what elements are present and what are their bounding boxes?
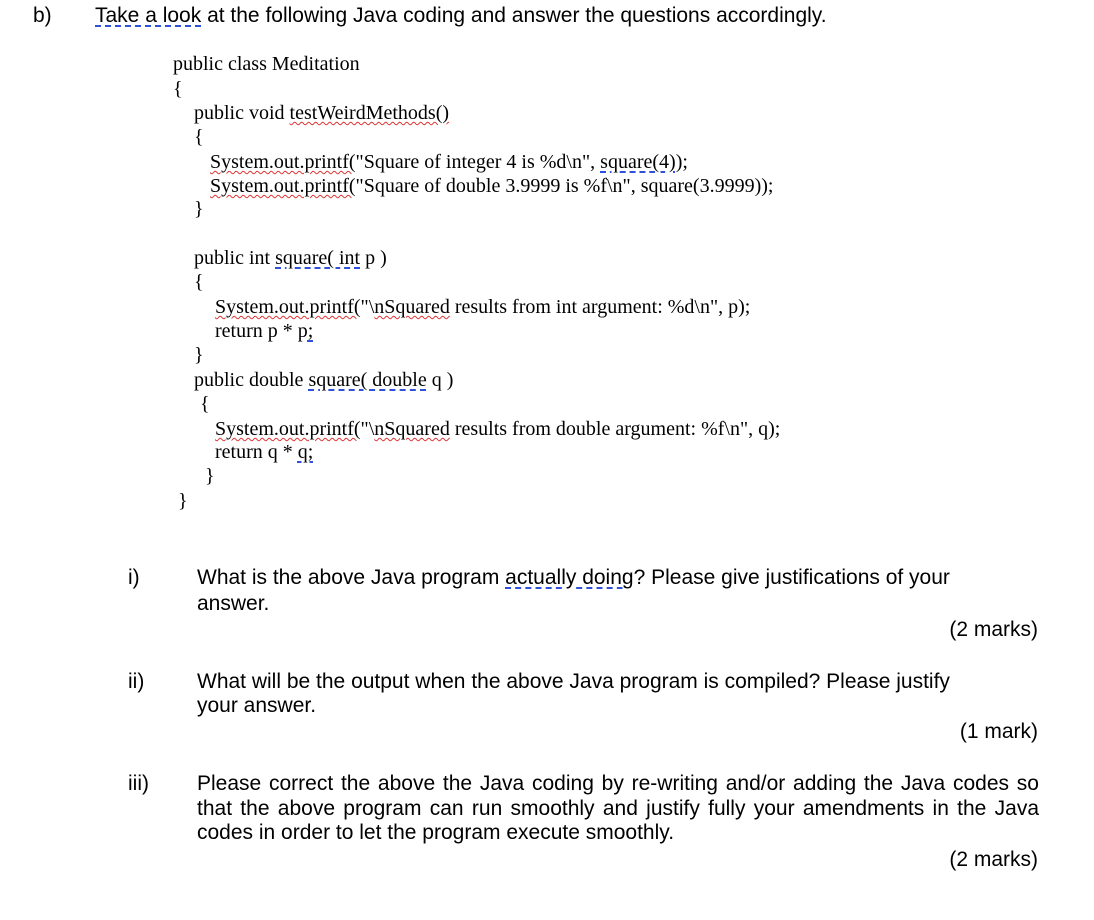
code-line-17: } (205, 465, 215, 487)
question-number: iii) (128, 772, 149, 795)
code-line-7: } (194, 198, 204, 220)
code-token: p; (297, 320, 314, 342)
question-number: i) (128, 566, 140, 589)
question-text-continued: answer. (197, 592, 270, 615)
intro-flagged-text: Take a look (95, 4, 202, 27)
code-token: public int (194, 247, 276, 269)
code-line-10 (215, 296, 750, 319)
code-line-5 (210, 151, 688, 174)
code-token: square( double (308, 369, 427, 391)
code-token: "Square of integer 4 is %d\n", (355, 151, 601, 173)
code-line-18: } (178, 490, 188, 512)
code-token: public double (194, 369, 309, 391)
code-token: square(4) (600, 151, 676, 173)
code-token: ); (675, 151, 688, 173)
code-token: return p * (215, 320, 298, 342)
code-line-4: { (194, 126, 204, 148)
code-line-12: } (194, 344, 204, 366)
code-token: results from int argument: %d\n", p); (449, 296, 751, 318)
code-line-15 (215, 418, 780, 441)
code-token: "\ (360, 296, 375, 318)
question-text-part: What is the above Java program (197, 566, 506, 589)
code-line-13 (194, 369, 453, 392)
question-text-part: ? Please give justifications of your (633, 566, 950, 589)
code-line-14: { (200, 393, 210, 415)
question-text (197, 566, 950, 590)
code-line-11 (215, 320, 313, 343)
code-token: return q * (215, 441, 298, 463)
code-token: results from double argument: %f\n", q); (449, 418, 781, 440)
marks-label: (2 marks) (949, 848, 1038, 871)
code-token: public void (194, 102, 290, 124)
code-token: nSquared (374, 296, 450, 318)
question-text: What will be the output when the above Java program is compiled? Please justify (197, 670, 950, 693)
question-intro (95, 4, 827, 28)
code-token: q ) (426, 369, 454, 391)
code-line-2: { (173, 78, 183, 100)
code-token: System.out.printf( (215, 296, 361, 318)
question-number: ii) (128, 670, 145, 693)
code-token: "Square of double 3.9999 is %f\n", square(3.9999)); (355, 175, 774, 197)
marks-label: (2 marks) (949, 618, 1038, 641)
code-token: p ) (360, 247, 387, 269)
code-line-6 (210, 175, 773, 198)
question-text-continued: your answer. (197, 694, 317, 717)
code-token: square( int (275, 247, 361, 269)
code-line-3 (194, 102, 449, 125)
code-token: "\ (360, 418, 375, 440)
intro-text: at the following Java coding and answer the questions accordingly. (201, 4, 827, 27)
code-line-1: public class Meditation (173, 53, 360, 75)
question-flagged-text: actually doing (505, 566, 634, 589)
code-token: System.out.printf( (210, 151, 356, 173)
code-token: System.out.printf( (210, 175, 356, 197)
code-token: System.out.printf( (215, 418, 361, 440)
question-text: Please correct the above the Java coding by re-writing and/or adding the Java codes so that the above program can run smoothly and justify fully your amendments in the Java codes in order to let the program execute smoothly. (197, 772, 1039, 844)
code-token: nSquared (374, 418, 450, 440)
code-line-16 (215, 441, 313, 464)
code-line-8 (194, 247, 387, 270)
code-token: q; (297, 441, 314, 463)
code-line-9: { (194, 271, 204, 293)
marks-label: (1 mark) (959, 720, 1038, 743)
code-token: testWeirdMethods() (289, 102, 450, 124)
section-label: b) (33, 4, 52, 27)
